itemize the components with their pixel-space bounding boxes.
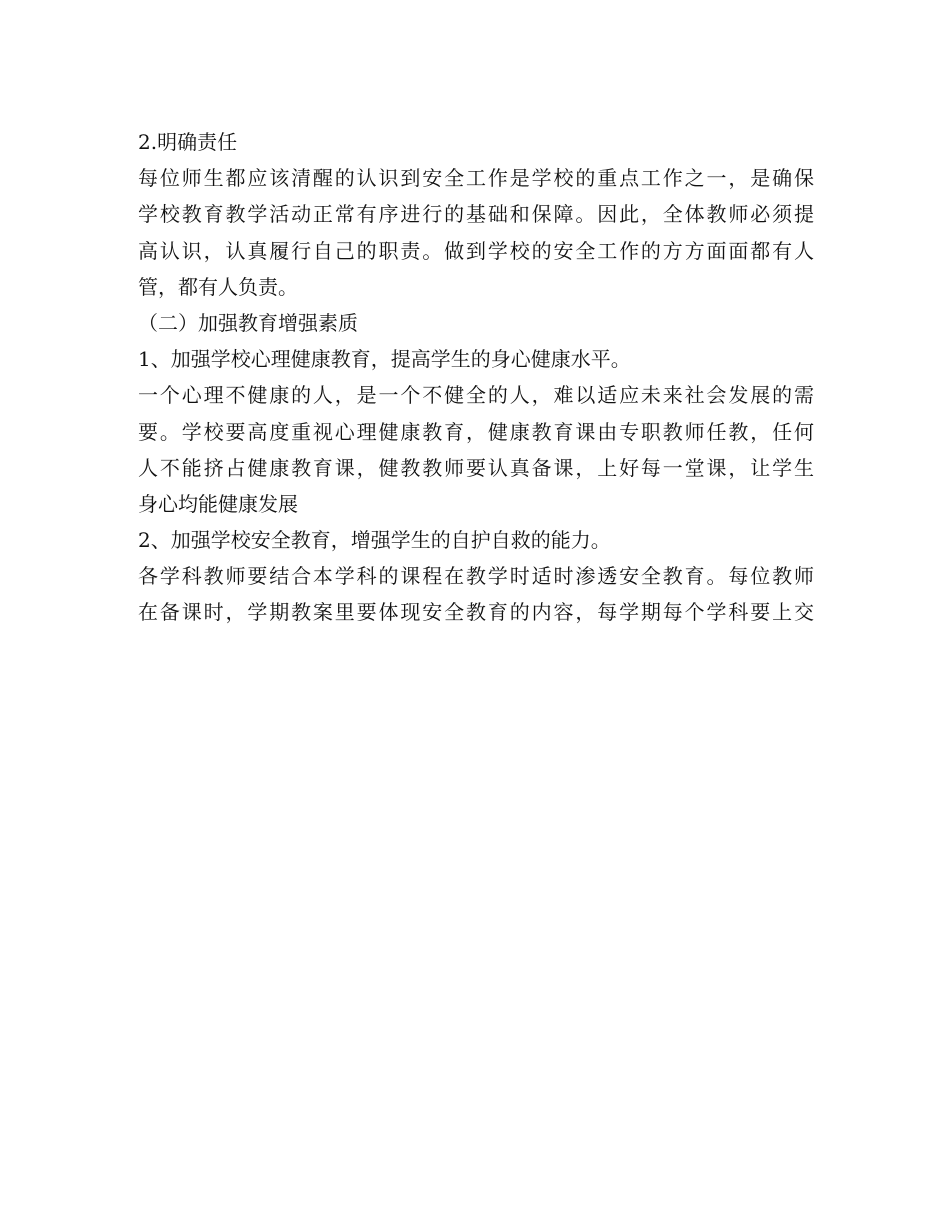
paragraph-line: 高认识，认真履行自己的职责。做到学校的安全工作的方方面面都有人 bbox=[138, 238, 814, 263]
subsection-heading-mental-health: 1、加强学校心理健康教育，提高学生的身心健康水平。 bbox=[138, 347, 631, 372]
section-heading-responsibility: 2.明确责任 bbox=[138, 130, 238, 154]
paragraph-line: 在备课时，学期教案里要体现安全教育的内容，每学期每个学科要上交 bbox=[138, 600, 814, 625]
paragraph-line: 学校教育教学活动正常有序进行的基础和保障。因此，全体教师必须提 bbox=[138, 202, 814, 227]
paragraph-line: 身心均能健康发展 bbox=[138, 491, 298, 516]
paragraph-line: 管，都有人负责。 bbox=[138, 274, 298, 299]
subsection-heading-safety-education: 2、加强学校安全教育，增强学生的自护自救的能力。 bbox=[138, 528, 611, 553]
paragraph-line: 每位师生都应该清醒的认识到安全工作是学校的重点工作之一，是确保 bbox=[138, 166, 814, 191]
paragraph-line: 要。学校要高度重视心理健康教育，健康教育课由专职教师任教，任何 bbox=[138, 419, 814, 444]
paragraph-line: 人不能挤占健康教育课，健教教师要认真备课，上好每一堂课，让学生 bbox=[138, 455, 814, 480]
paragraph-line: 各学科教师要结合本学科的课程在教学时适时渗透安全教育。每位教师 bbox=[138, 564, 814, 589]
section-heading-education: （二）加强教育增强素质 bbox=[138, 310, 358, 335]
document-body bbox=[138, 124, 814, 631]
paragraph-line: 一个心理不健康的人，是一个不健全的人，难以适应未来社会发展的需 bbox=[138, 383, 814, 408]
